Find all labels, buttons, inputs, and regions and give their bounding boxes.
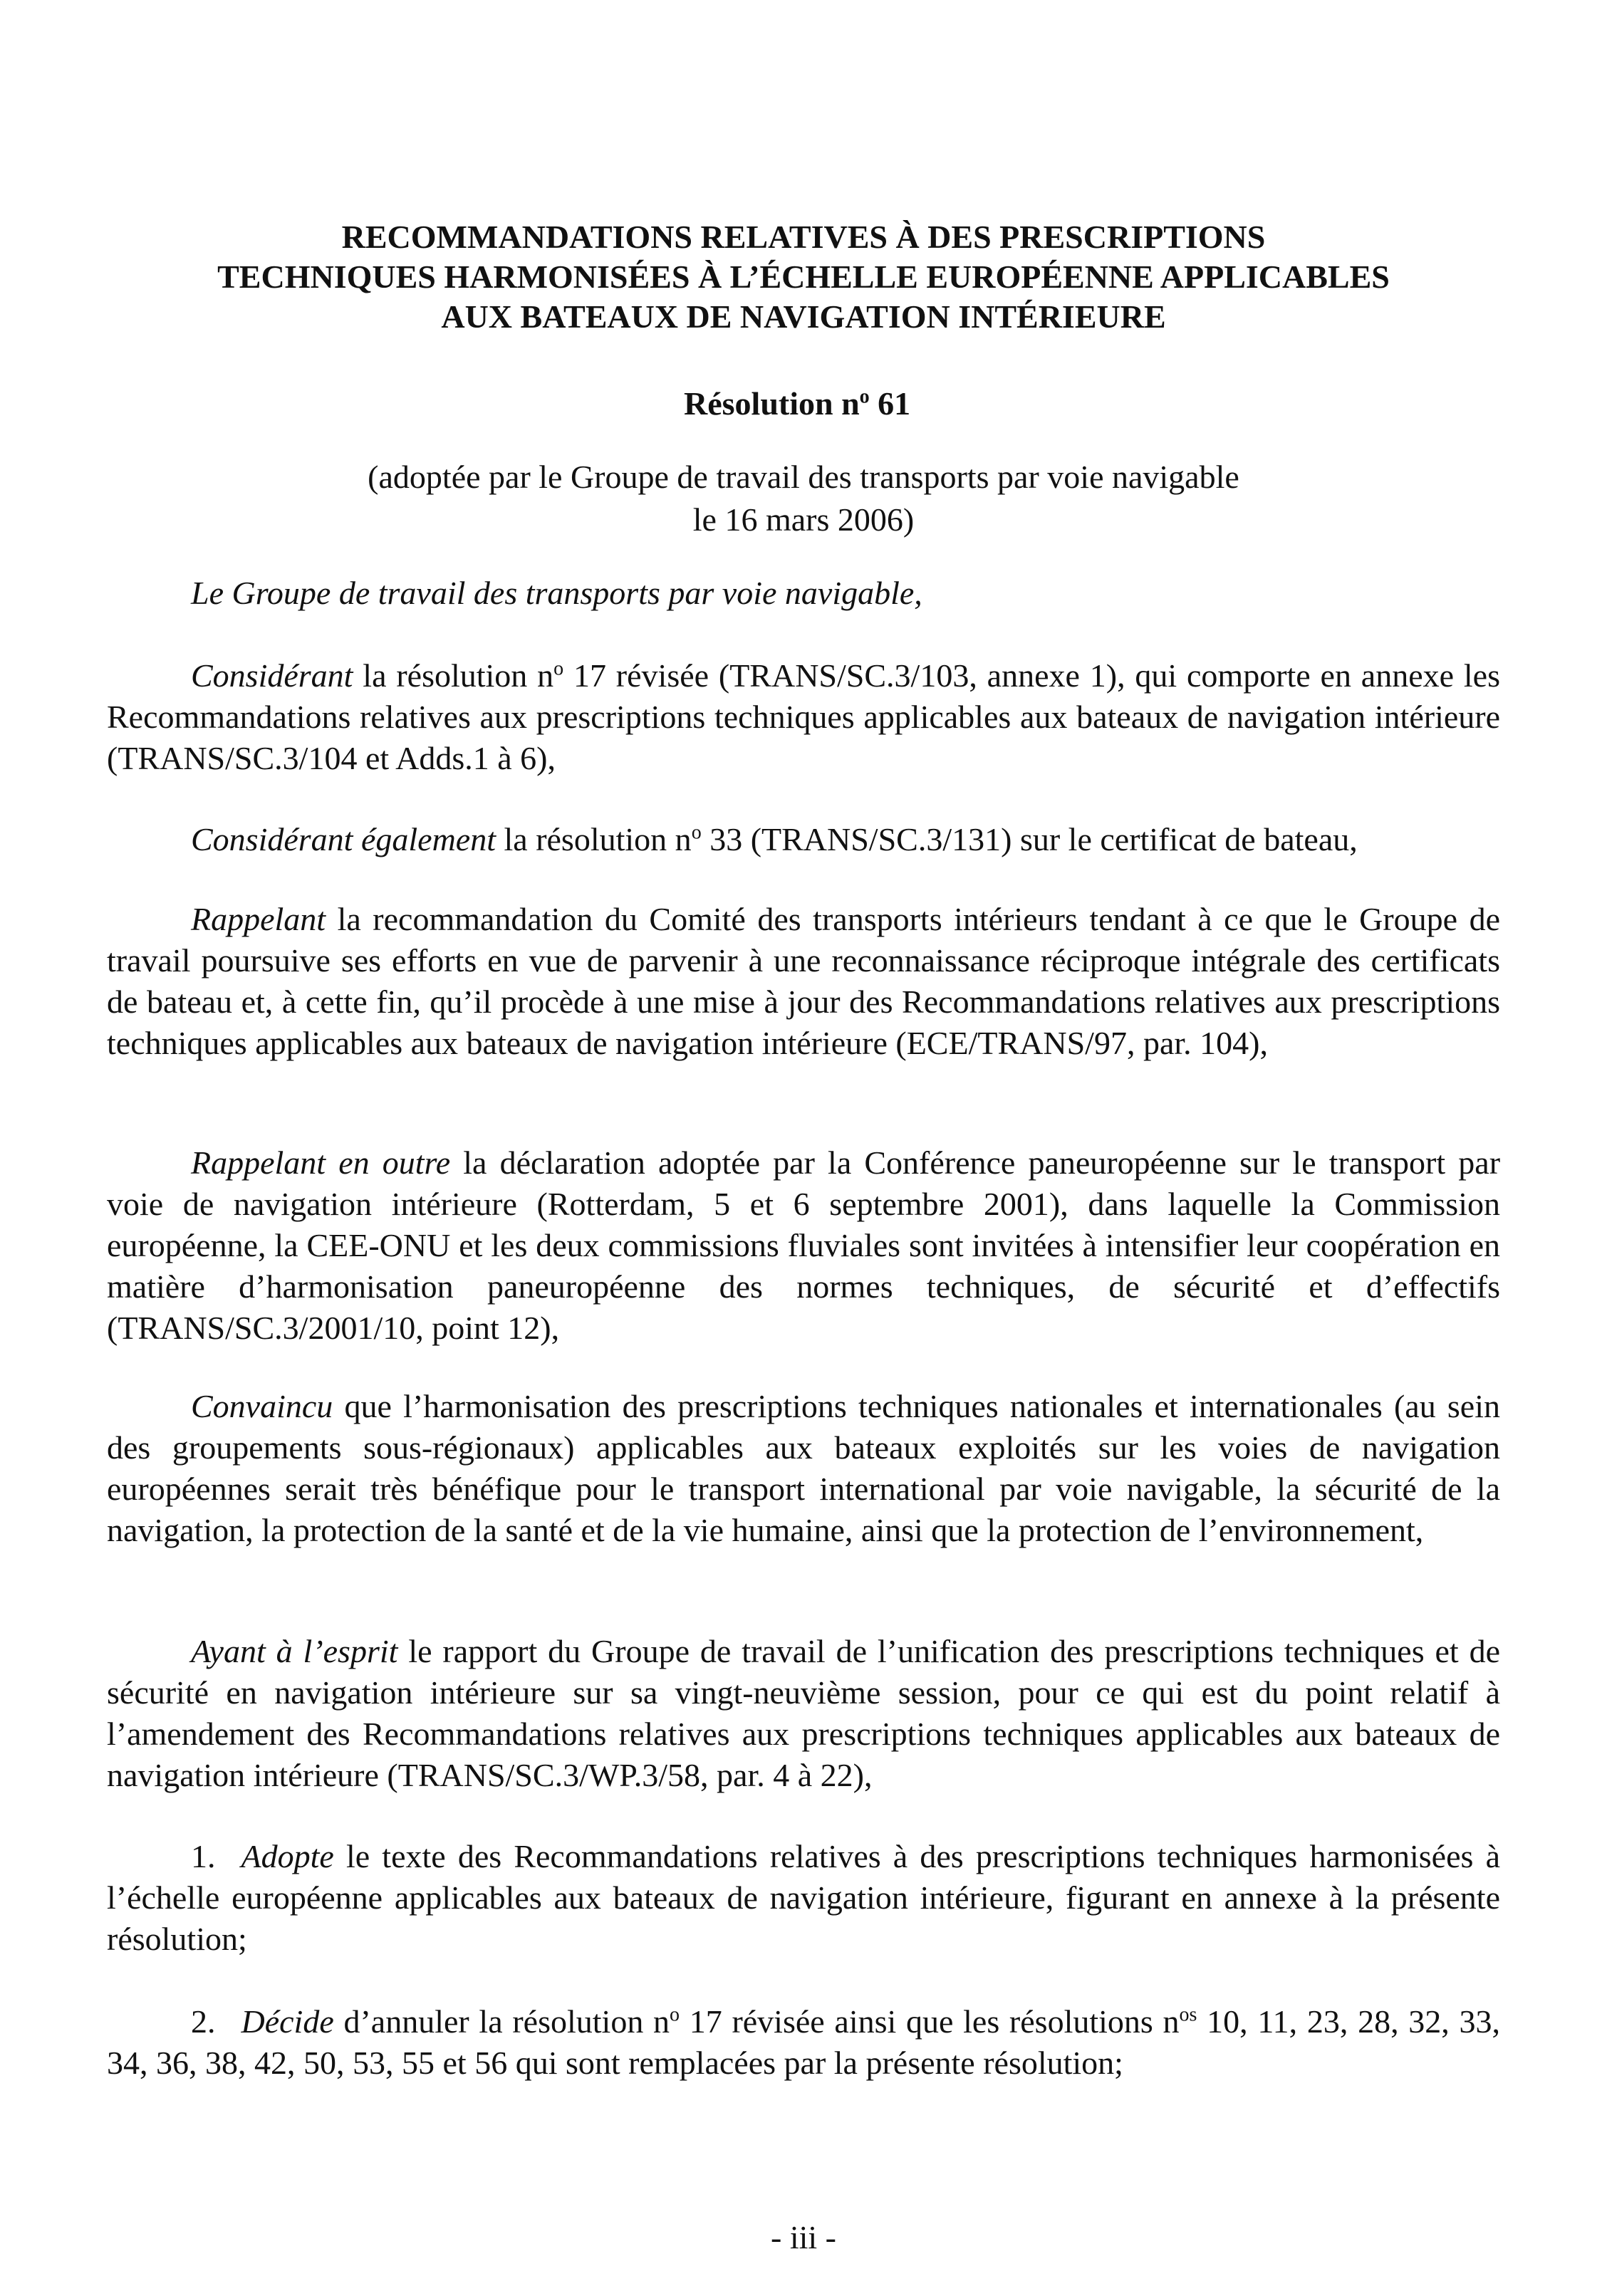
paragraph-convaincu: [107, 1386, 1500, 1551]
paragraph-italic: Ayant à l’esprit: [191, 1633, 398, 1669]
paragraph-text: 17 révisée ainsi que les résolutions n: [680, 2003, 1180, 2040]
superscript: o: [553, 657, 564, 680]
adoption-note: [107, 456, 1500, 541]
document-title: [107, 217, 1500, 337]
paragraph-text: la recommandation du Comité des transports intérieurs tendant à ce que le Groupe de travail poursuive ses efforts en vue de parvenir à une reconnaissance réciproque intégrale des certificats de bateau et, à cette fin, qu’il procède à une mise à jour des Recommandations relatives aux prescriptions techniques applicables aux bateaux de navigation intérieure (ECE/TRANS/97, par. 104),: [107, 901, 1500, 1061]
superscript: o: [670, 2003, 680, 2026]
paragraph-italic: Considérant également: [191, 821, 496, 857]
paragraph-decide: [107, 2001, 1500, 2084]
paragraph-considerant: [107, 655, 1500, 779]
paragraph-text: d’annuler la résolution n: [333, 2003, 670, 2040]
paragraph-text: le texte des Recommandations relatives à des prescriptions techniques harmonisées à l’échelle européenne applicables aux bateaux de navigation intérieure, figurant en annexe à la présente résolution;: [107, 1838, 1500, 1957]
paragraph-text: la résolution n: [496, 821, 692, 857]
paragraph-italic: Rappelant: [191, 901, 326, 937]
title-line-2: TECHNIQUES HARMONISÉES À L’ÉCHELLE EUROPÉENNE APPLICABLES: [217, 259, 1390, 295]
paragraph-italic: Adopte: [241, 1838, 334, 1874]
paragraph-italic: Convaincu: [191, 1388, 333, 1424]
paragraph-ayant-a-lesprit: [107, 1631, 1500, 1796]
resolution-prefix: Résolution n: [684, 385, 860, 422]
paragraph-text: le rapport du Groupe de travail de l’unification des prescriptions techniques et de sécurité en navigation intérieure sur sa vingt-neuvième session, pour ce qui est du point relatif à l’amendement des Recommandations relatives aux prescriptions techniques applicables aux bateaux de navigation intérieure (TRANS/SC.3/WP.3/58, par. 4 à 22),: [107, 1633, 1501, 1793]
paragraph-text: 33 (TRANS/SC.3/131) sur le certificat de bateau,: [701, 821, 1358, 857]
paragraph-number: 1.: [191, 1838, 216, 1874]
paragraph-working-party: [107, 573, 1500, 614]
paragraph-italic: Considérant: [191, 657, 353, 694]
adoption-line-1: (adoptée par le Groupe de travail des transports par voie navigable: [368, 459, 1239, 495]
paragraph-text: la déclaration adoptée par la Conférence paneuropéenne sur le transport par voie de navigation intérieure (Rotterdam, 5 et 6 septembre 2001), dans laquelle la Commission européenne, la CEE-ONU et les deux commissions fluviales sont invitées à intensifier leur coopération en matière d’harmonisation paneuropéenne des normes techniques, de sécurité et d’effectifs (TRANS/SC.3/2001/10, point 12),: [107, 1144, 1501, 1346]
paragraph-text: 17 révisée (TRANS/SC.3/103, annexe 1), qui comporte en annexe les Recommandations relatives aux prescriptions techniques applicables aux bateaux de navigation intérieure (TRANS/SC.3/104 et Adds.1 à 6),: [107, 657, 1500, 776]
paragraph-text: la résolution n: [353, 657, 554, 694]
paragraph-text: 10, 11, 23, 28, 32, 33, 34, 36, 38, 42, 50, 53, 55 et 56 qui sont remplacées par la présente résolution;: [107, 2003, 1500, 2081]
resolution-sup: o: [859, 385, 870, 408]
paragraph-rappelant-en-outre: [107, 1142, 1500, 1349]
paragraph-adopte: [107, 1836, 1500, 1960]
superscript: os: [1179, 2003, 1197, 2026]
resolution-number: 61: [869, 385, 911, 422]
superscript: o: [691, 821, 702, 844]
paragraph-number: 2.: [191, 2003, 216, 2040]
title-line-1: RECOMMANDATIONS RELATIVES À DES PRESCRIPTIONS: [341, 219, 1266, 255]
resolution-heading: [684, 385, 910, 422]
paragraph-text: que l’harmonisation des prescriptions techniques nationales et internationales (au sein des groupements sous-régionaux) applicables aux bateaux exploités sur les voies de navigation européennes serait très bénéfique pour le transport international par voie navigable, la sécurité de la navigation, la protection de la santé et de la vie humaine, ainsi que la protection de l’environnement,: [107, 1388, 1500, 1548]
page-number: - iii -: [771, 2219, 836, 2255]
title-line-3: AUX BATEAUX DE NAVIGATION INTÉRIEURE: [441, 298, 1166, 335]
paragraph-italic: Le Groupe de travail des transports par voie navigable,: [191, 575, 922, 611]
paragraph-italic: Rappelant en outre: [191, 1144, 451, 1181]
adoption-line-2: le 16 mars 2006): [692, 501, 915, 538]
paragraph-rappelant: [107, 899, 1500, 1064]
paragraph-considerant-egalement: [107, 819, 1500, 860]
paragraph-italic: Décide: [241, 2003, 334, 2040]
